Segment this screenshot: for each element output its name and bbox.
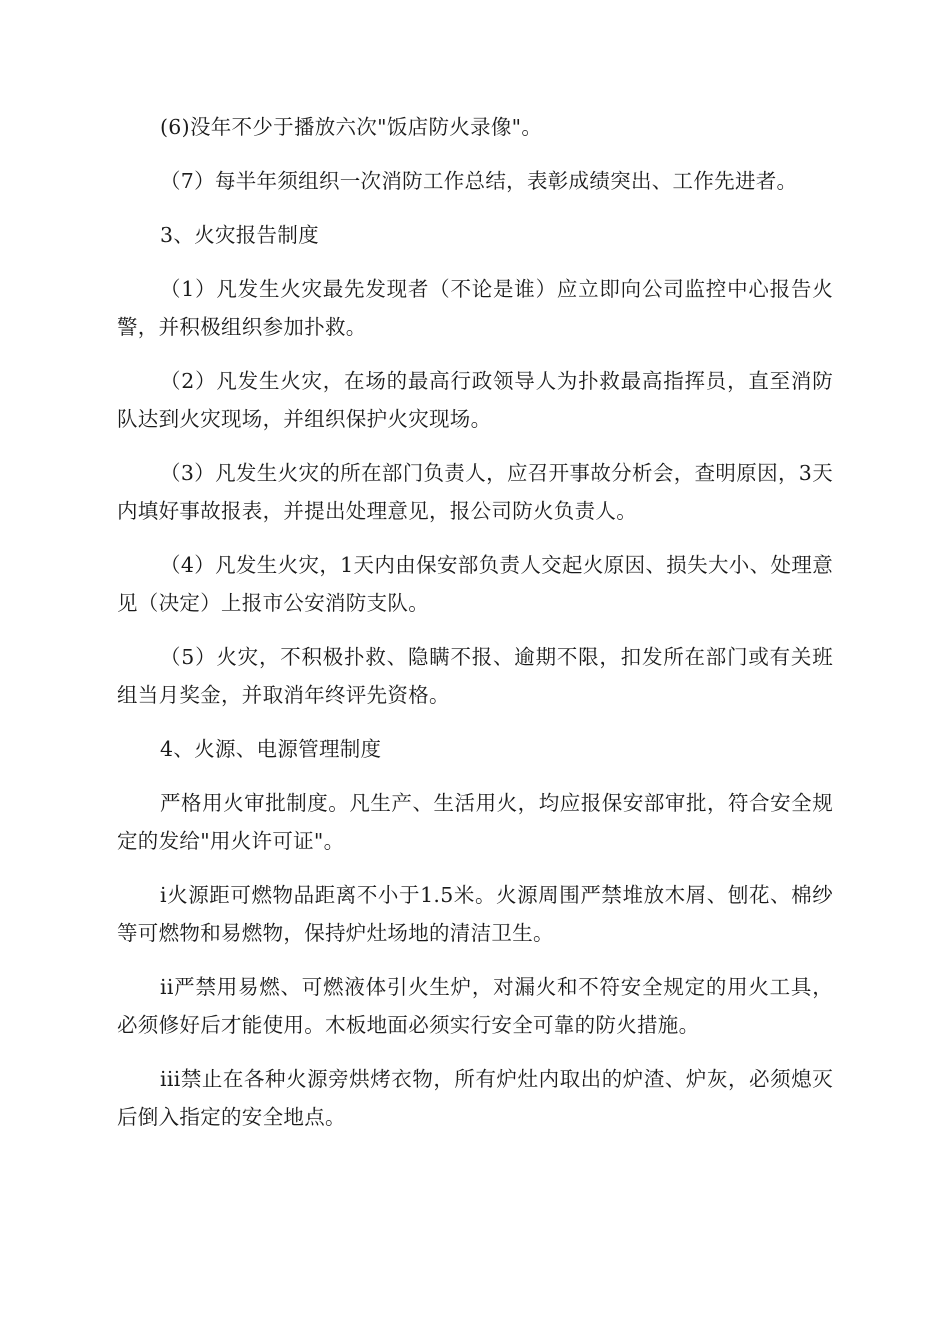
paragraph-rule-iii: iii禁止在各种火源旁烘烤衣物，所有炉灶内取出的炉渣、炉灰，必须熄灭后倒入指定的安全地点。 bbox=[117, 1067, 833, 1129]
paragraph-item-7: （7）每半年须组织一次消防工作总结，表彰成绩突出、工作先进者。 bbox=[160, 169, 798, 193]
paragraph-rule-i: i火源距可燃物品距离不小于1.5米。火源周围严禁堆放木屑、刨花、棉纱等可燃物和易燃物，保持炉灶场地的清洁卫生。 bbox=[117, 883, 833, 945]
paragraph-rule-ii: ii严禁用易燃、可燃液体引火生炉，对漏火和不符安全规定的用火工具，必须修好后才能使用。木板地面必须实行安全可靠的防火措施。 bbox=[117, 975, 833, 1037]
paragraph-fire-approval: 严格用火审批制度。凡生产、生活用火，均应报保安部审批，符合安全规定的发给"用火许可证"。 bbox=[117, 791, 833, 853]
paragraph-report-4: （4）凡发生火灾，1天内由保安部负责人交起火原因、损失大小、处理意见（决定）上报市公安消防支队。 bbox=[117, 553, 833, 615]
paragraph-item-6: (6)没年不少于播放六次"饭店防火录像"。 bbox=[160, 115, 543, 139]
paragraph-report-1: （1）凡发生火灾最先发现者（不论是谁）应立即向公司监控中心报告火警，并积极组织参加扑救。 bbox=[117, 277, 833, 339]
document-body bbox=[117, 108, 833, 1152]
section-heading-fire-report: 3、火灾报告制度 bbox=[160, 223, 319, 247]
section-heading-fire-power-management: 4、火源、电源管理制度 bbox=[160, 737, 382, 761]
paragraph-report-3: （3）凡发生火灾的所在部门负责人，应召开事故分析会，查明原因，3天内填好事故报表，并提出处理意见，报公司防火负责人。 bbox=[117, 461, 833, 523]
paragraph-report-5: （5）火灾，不积极扑救、隐瞒不报、逾期不限，扣发所在部门或有关班组当月奖金，并取消年终评先资格。 bbox=[117, 645, 833, 707]
paragraph-report-2: （2）凡发生火灾，在场的最高行政领导人为扑救最高指挥员，直至消防队达到火灾现场，并组织保护火灾现场。 bbox=[117, 369, 833, 431]
